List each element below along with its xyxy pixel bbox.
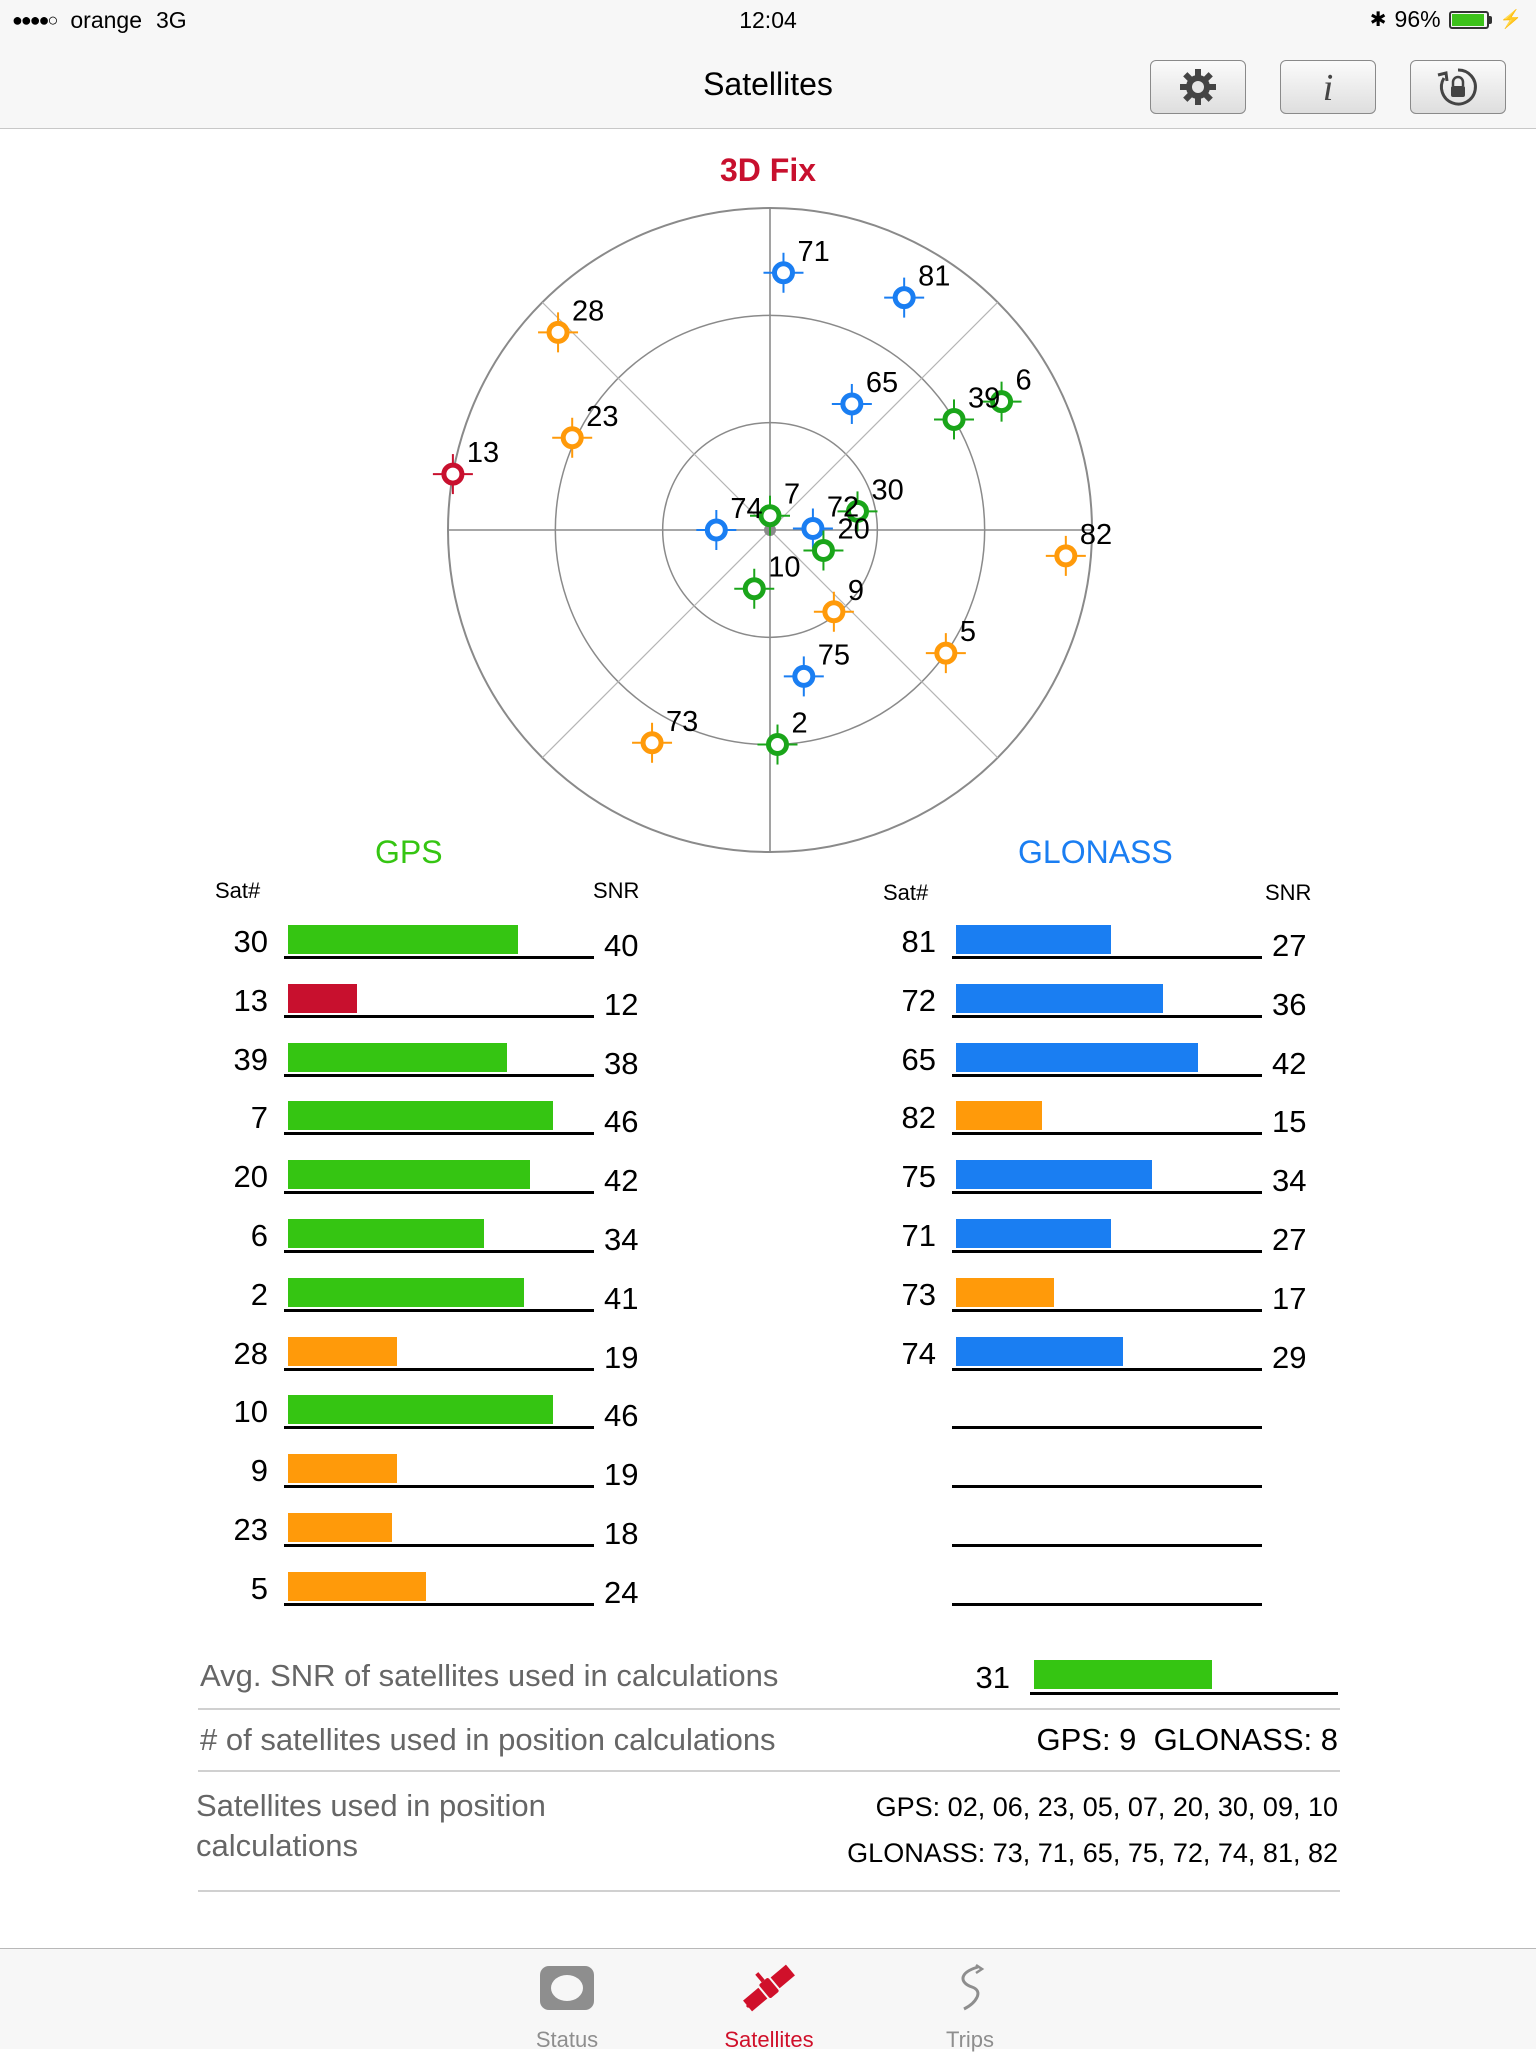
- satellite-dot: [945, 410, 963, 428]
- tab-trips[interactable]: [900, 1957, 1040, 2052]
- glonass-row: [886, 1331, 1307, 1381]
- satellite-count-value: GPS: 9 GLONASS: 8: [1036, 1722, 1338, 1757]
- avg-snr-label: Avg. SNR of satellites used in calculations: [200, 1658, 779, 1693]
- satellite-label: 82: [1079, 518, 1113, 551]
- tab-satellites-label: Satellites: [724, 2027, 814, 2052]
- satellite-label: 72: [826, 491, 860, 524]
- glonass-snr-bar: [956, 1101, 1042, 1130]
- gps-sat-number: 5: [250, 1570, 268, 1606]
- glonass-row: [886, 1507, 1296, 1557]
- gps-snr-value: 38: [604, 1045, 639, 1081]
- status-bar: [0, 0, 1536, 40]
- avg-snr-bar: [1034, 1660, 1212, 1689]
- glonass-sat-number: 71: [901, 1218, 936, 1253]
- gps-row: [218, 1507, 639, 1557]
- gps-sat-number: 39: [233, 1041, 268, 1077]
- satellites-used-gps: GPS: 02, 06, 23, 05, 07, 20, 30, 09, 10: [875, 1792, 1338, 1822]
- satellite-label: 13: [466, 437, 500, 470]
- satellite-label: 65: [865, 366, 899, 399]
- glonass-row: [886, 1095, 1307, 1145]
- tab-status-label: Status: [535, 2027, 599, 2052]
- gps-title: GPS: [375, 834, 443, 870]
- satellite-label: 30: [871, 474, 904, 507]
- satellite-count-row: [198, 1710, 1340, 1772]
- trips-icon: [940, 1963, 1000, 2013]
- gps-snr-baseline: [284, 1015, 594, 1018]
- battery-percent: 96%: [1394, 6, 1441, 32]
- satellite-marker-23: [552, 401, 618, 458]
- svg-text:i: i: [1322, 67, 1334, 109]
- tab-bar: [0, 1948, 1536, 2052]
- glonass-snr-baseline: [952, 1191, 1262, 1194]
- satellite-dot: [761, 507, 779, 525]
- satellite-dot: [804, 520, 822, 538]
- gps-sat-number: 7: [250, 1100, 268, 1136]
- gps-snr-bar: [288, 1160, 530, 1189]
- status-time: 12:04: [739, 7, 797, 33]
- glonass-sat-number: 72: [901, 982, 936, 1018]
- gps-snr-value: 19: [604, 1339, 639, 1375]
- satellite-marker-13: [433, 437, 499, 494]
- info-icon: [1313, 67, 1343, 107]
- glonass-sat-number: 73: [901, 1276, 936, 1312]
- gps-snr-bar: [288, 1337, 397, 1366]
- glonass-snr-bar: [956, 1278, 1054, 1307]
- gps-snr-baseline: [284, 1368, 594, 1371]
- glonass-title: GLONASS: [1018, 834, 1173, 870]
- gps-row: [218, 1154, 639, 1204]
- glonass-snr-header: SNR: [1265, 880, 1312, 905]
- gps-snr-bar: [288, 1043, 507, 1072]
- satellite-dot: [795, 667, 813, 685]
- gps-row: [218, 1448, 639, 1498]
- glonass-snr-baseline: [952, 1368, 1262, 1371]
- status-icon: [537, 1963, 597, 2013]
- gps-sat-number: 28: [233, 1335, 268, 1371]
- gps-snr-bar: [288, 1278, 524, 1307]
- glonass-snr-value: 36: [1272, 986, 1307, 1022]
- tab-satellites[interactable]: [699, 1957, 839, 2052]
- glonass-snr-baseline: [952, 1015, 1262, 1018]
- satellite-marker-81: [884, 261, 950, 318]
- satellite-dot: [937, 644, 955, 662]
- gps-snr-baseline: [284, 1544, 594, 1547]
- glonass-row: [886, 1154, 1307, 1204]
- glonass-row: [886, 1389, 1296, 1439]
- gps-snr-value: 18: [604, 1516, 639, 1551]
- gps-row: [218, 1566, 639, 1616]
- carrier-label: orange: [70, 7, 142, 33]
- satellite-label: 9: [847, 574, 865, 607]
- glonass-snr-baseline: [952, 1426, 1262, 1429]
- gps-snr-bar: [288, 984, 357, 1013]
- gps-snr-value: 40: [604, 928, 639, 963]
- sky-plot: [440, 200, 1113, 860]
- gps-row: [218, 1095, 639, 1145]
- page-title: Satellites: [703, 66, 833, 102]
- satellite-marker-74: [696, 493, 762, 550]
- glonass-row: [886, 978, 1307, 1028]
- gps-snr-header: SNR: [593, 878, 640, 903]
- gps-snr-value: 12: [604, 986, 639, 1022]
- satellite-label: 7: [784, 478, 801, 511]
- network-type: 3G: [156, 7, 187, 33]
- gps-row: [218, 1272, 639, 1322]
- glonass-snr-bar: [956, 925, 1111, 954]
- gps-row: [218, 1331, 639, 1381]
- satellite-marker-71: [763, 236, 829, 293]
- gps-snr-value: 24: [604, 1574, 639, 1610]
- satellite-label: 75: [817, 639, 851, 672]
- gps-sat-number: 23: [233, 1512, 268, 1547]
- satellite-label: 23: [586, 400, 619, 433]
- satellite-marker-9: [814, 575, 864, 632]
- satellite-dot: [563, 429, 581, 447]
- satellite-label: 39: [968, 382, 1001, 415]
- satellite-dot: [745, 580, 763, 598]
- satellites-used-glonass: GLONASS: 73, 71, 65, 75, 72, 74, 81, 82: [847, 1838, 1338, 1868]
- gps-snr-baseline: [284, 1485, 594, 1488]
- signal-strength-icon: ●●●●○: [12, 10, 57, 30]
- avg-snr-row: [198, 1652, 1340, 1710]
- satellite-label: 28: [572, 295, 605, 328]
- gps-snr-baseline: [284, 1250, 594, 1253]
- gps-snr-bar: [288, 925, 518, 954]
- gps-snr-baseline: [284, 1191, 594, 1194]
- satellite-marker-75: [784, 639, 850, 696]
- avg-snr-value: 31: [975, 1660, 1010, 1695]
- gps-snr-bar: [288, 1395, 553, 1424]
- satellite-dot: [895, 289, 913, 307]
- gear-icon: [1177, 66, 1219, 108]
- satellite-dot: [1057, 547, 1075, 565]
- satellite-label: 5: [959, 616, 976, 649]
- glonass-snr-bar: [956, 1219, 1111, 1248]
- gps-snr-baseline: [284, 1603, 594, 1606]
- info-button[interactable]: [1280, 60, 1376, 114]
- gps-snr-baseline: [284, 1132, 594, 1135]
- glonass-snr-baseline: [952, 1544, 1262, 1547]
- gps-snr-baseline: [284, 1074, 594, 1077]
- glonass-snr-baseline: [952, 1074, 1262, 1077]
- gps-sat-number: 6: [250, 1218, 268, 1253]
- settings-button[interactable]: [1150, 60, 1246, 114]
- satellite-marker-2: [757, 708, 807, 765]
- satellite-dot: [843, 395, 861, 413]
- satellite-icon: [739, 1963, 799, 2013]
- satellites-used-label: Satellites used in position calculations: [196, 1788, 546, 1863]
- gps-snr-bar: [288, 1101, 553, 1130]
- glonass-snr-baseline: [952, 1309, 1262, 1312]
- glonass-snr-baseline: [952, 1132, 1262, 1135]
- satellite-dot: [768, 736, 786, 754]
- gps-snr-bar: [288, 1572, 426, 1601]
- gps-sat-number: 20: [233, 1159, 268, 1195]
- charging-bolt-icon: ⚡: [1499, 9, 1522, 29]
- satellite-count-label: # of satellites used in position calculations: [200, 1722, 776, 1757]
- navigation-bar: [0, 40, 1536, 129]
- satellite-label: 20: [837, 513, 870, 546]
- satellite-label: 2: [791, 707, 808, 740]
- gps-snr-value: 19: [604, 1457, 639, 1493]
- gps-snr-baseline: [284, 1426, 594, 1429]
- satellite-dot: [643, 734, 661, 752]
- gps-snr-value: 46: [604, 1398, 639, 1434]
- glonass-row: [886, 1037, 1307, 1087]
- tab-trips-label: Trips: [945, 2027, 995, 2052]
- glonass-snr-value: 27: [1272, 928, 1307, 963]
- glonass-snr-bar: [956, 1337, 1123, 1366]
- satellites-used-row: [198, 1772, 1340, 1892]
- satellite-dot: [814, 542, 832, 560]
- satellite-dot: [825, 603, 843, 621]
- glonass-row: [886, 1213, 1307, 1263]
- glonass-snr-bar: [956, 1160, 1152, 1189]
- gps-sat-number: 9: [250, 1453, 268, 1489]
- gps-row: [218, 1389, 639, 1439]
- glonass-snr-value: 17: [1272, 1280, 1307, 1316]
- glonass-snr-bar: [956, 984, 1163, 1013]
- gps-snr-bar: [288, 1513, 392, 1542]
- glonass-snr-baseline: [952, 1485, 1262, 1488]
- gps-snr-value: 42: [604, 1163, 639, 1199]
- gps-snr-baseline: [284, 1309, 594, 1312]
- glonass-sat-number: 81: [901, 924, 936, 959]
- satellite-dot: [774, 264, 792, 282]
- satellite-marker-5: [926, 616, 976, 673]
- rotation-lock-icon: [1436, 65, 1480, 109]
- glonass-row: [886, 1448, 1296, 1498]
- fix-status: 3D Fix: [719, 152, 817, 188]
- glonass-snr-value: 42: [1272, 1045, 1307, 1081]
- gps-snr-baseline: [284, 956, 594, 959]
- glonass-row: [886, 919, 1307, 969]
- satellite-label: 10: [768, 551, 801, 584]
- satellite-label: 6: [1015, 364, 1032, 397]
- glonass-row: [886, 1566, 1296, 1616]
- gps-row: [218, 978, 639, 1028]
- glonass-snr-baseline: [952, 956, 1262, 959]
- gps-snr-value: 41: [604, 1280, 639, 1316]
- glonass-snr-value: 15: [1272, 1104, 1307, 1140]
- satellite-marker-39: [934, 382, 1000, 439]
- glonass-snr-baseline: [952, 1603, 1262, 1606]
- gps-snr-value: 46: [604, 1104, 639, 1140]
- glonass-snr-value: 29: [1272, 1339, 1307, 1375]
- rotation-lock-button[interactable]: [1410, 60, 1506, 114]
- satellite-label: 71: [797, 235, 830, 268]
- glonass-snr-bar: [956, 1043, 1198, 1072]
- gps-row: [218, 1037, 639, 1087]
- satellite-dot: [549, 323, 567, 341]
- glonass-snr-baseline: [952, 1250, 1262, 1253]
- satellite-label: 81: [918, 260, 951, 293]
- glonass-sat-number: 75: [901, 1159, 936, 1195]
- satellite-marker-28: [538, 295, 604, 352]
- gps-row: [218, 919, 639, 969]
- gps-sat-header: Sat#: [215, 878, 261, 903]
- satellite-marker-65: [832, 367, 898, 424]
- glonass-sat-number: 82: [901, 1100, 936, 1136]
- satellite-marker-10: [734, 552, 800, 609]
- gps-sat-number: 13: [233, 982, 268, 1018]
- glonass-sat-number: 65: [901, 1041, 936, 1077]
- gps-snr-bar: [288, 1454, 397, 1483]
- glonass-snr-value: 27: [1272, 1222, 1307, 1257]
- glonass-snr-value: 34: [1272, 1163, 1307, 1199]
- tab-status[interactable]: [497, 1957, 637, 2052]
- gps-sat-number: 10: [233, 1394, 268, 1430]
- gps-sat-number: 30: [233, 924, 268, 959]
- glonass-sat-number: 74: [901, 1335, 936, 1371]
- satellite-dot: [707, 521, 725, 539]
- glonass-row: [886, 1272, 1307, 1322]
- status-right: [1370, 6, 1522, 33]
- satellite-marker-73: [632, 706, 698, 763]
- battery-icon: [1449, 11, 1489, 29]
- satellite-marker-82: [1046, 519, 1112, 576]
- battery-tip: [1489, 16, 1492, 24]
- satellite-label: 74: [730, 493, 763, 525]
- bluetooth-icon: ✱: [1369, 9, 1387, 31]
- gps-snr-value: 34: [604, 1222, 639, 1257]
- gps-sat-number: 2: [250, 1276, 268, 1312]
- gps-row: [218, 1213, 639, 1263]
- satellite-dot: [444, 465, 462, 483]
- gps-snr-bar: [288, 1219, 484, 1248]
- glonass-sat-header: Sat#: [883, 880, 929, 905]
- avg-snr-baseline: [1030, 1692, 1338, 1695]
- satellite-label: 73: [666, 705, 699, 738]
